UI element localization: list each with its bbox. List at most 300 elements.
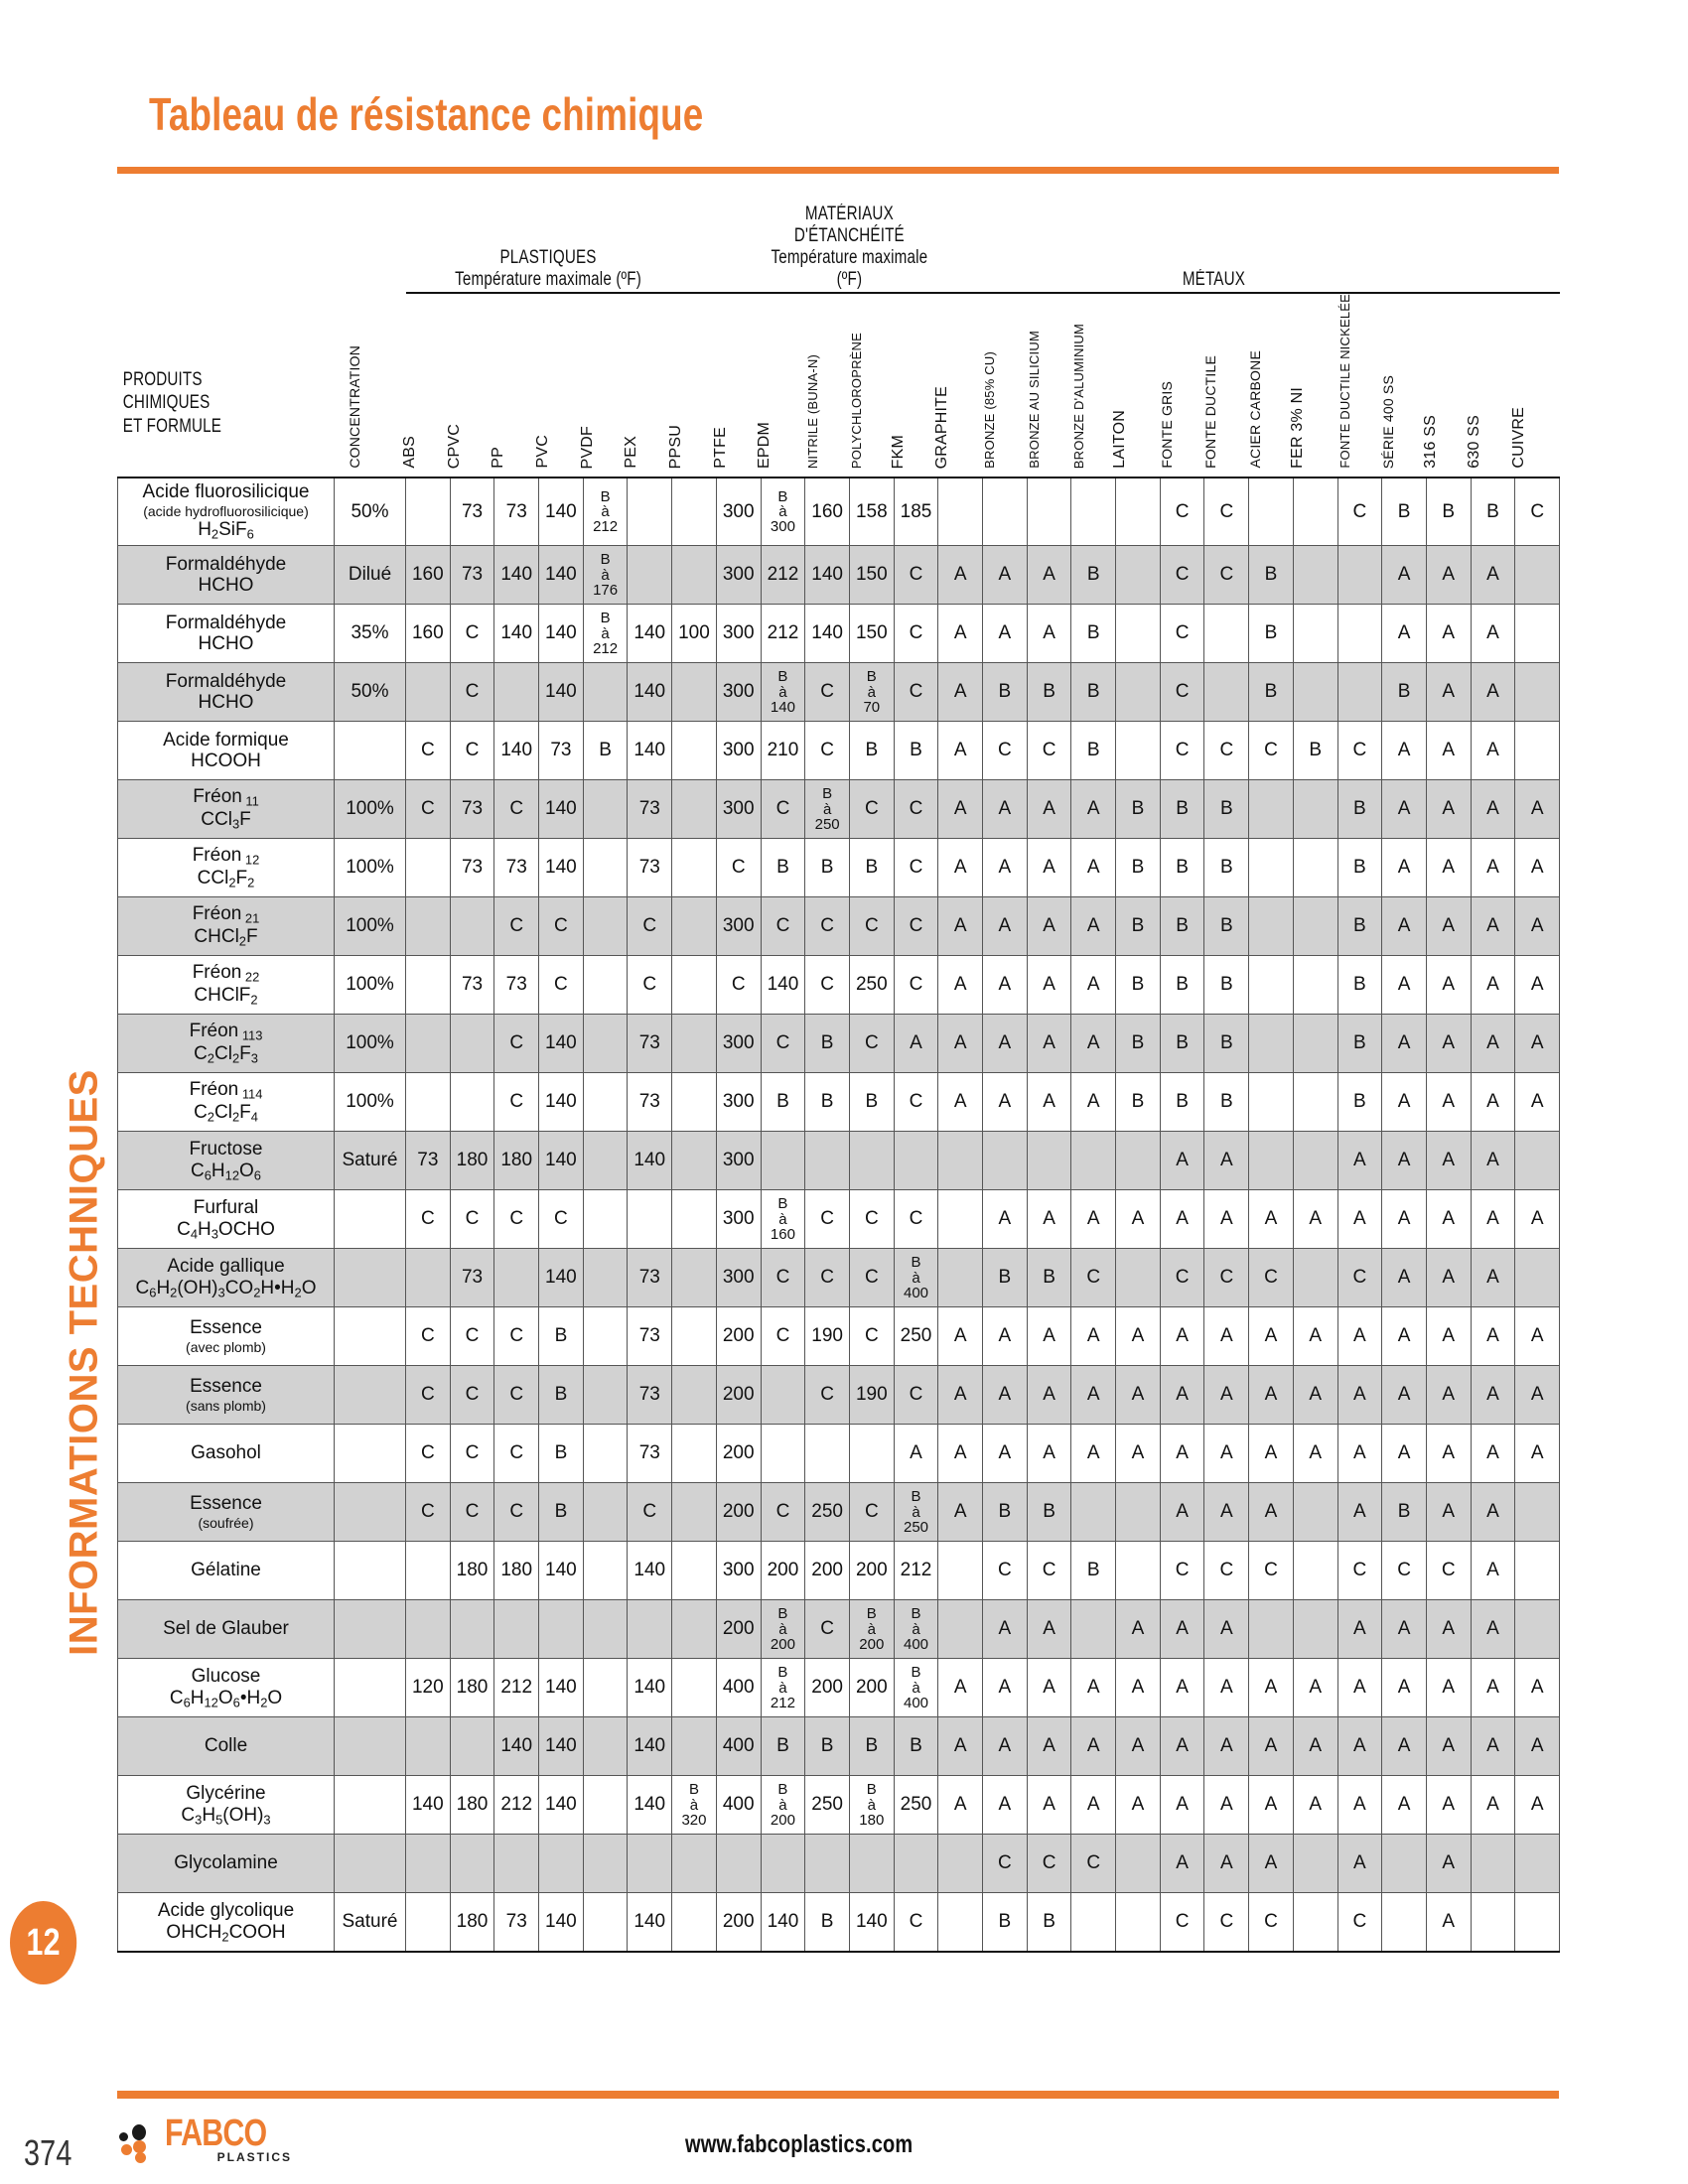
rating-cell: A [1426,956,1471,1015]
rating-cell: B [539,1307,584,1366]
rating-cell: A [1471,605,1515,663]
rating-cell: C [628,897,672,956]
rating-cell: C [1160,1893,1204,1953]
rating-cell: B [805,1717,850,1776]
rating-cell: 73 [494,956,539,1015]
rating-cell: A [1382,1776,1427,1835]
rating-cell [1515,663,1560,722]
rating-cell: A [938,780,983,839]
rating-cell [1293,1132,1337,1190]
rating-cell: C [1160,478,1204,546]
rating-cell: B [1204,780,1249,839]
column-header-label: BRONZE (85% CU) [982,351,998,469]
rating-cell: A [1426,1717,1471,1776]
concentration-cell: 35% [335,605,406,663]
rating-cell: A [1071,956,1116,1015]
concentration-cell: 100% [335,1015,406,1073]
fabco-logo-wordmark: FABCO [165,2113,267,2154]
rating-cell [672,1542,717,1600]
rating-cell: A [1515,1015,1560,1073]
rating-cell [583,1015,628,1073]
rating-cell: A [1071,1425,1116,1483]
rating-cell: 120 [406,1659,451,1717]
rating-cell: B [1249,663,1294,722]
rating-cell [849,1835,894,1893]
rating-cell: A [1515,1190,1560,1249]
rating-cell: A [1116,1600,1161,1659]
rating-cell: 250 [805,1483,850,1542]
rating-cell: C [1249,1542,1294,1600]
column-header-label: BRONZE D'ALUMINIUM [1070,323,1086,469]
rating-cell: A [1249,1659,1294,1717]
concentration-cell: Saturé [335,1893,406,1953]
chemical-name-cell [118,1249,335,1307]
chemical-name: Glycolamine [174,1852,278,1874]
rating-cell: 140 [539,1073,584,1132]
rating-cell: A [1160,1776,1204,1835]
rating-cell [1471,1893,1515,1953]
rating-cell [938,1132,983,1190]
chemical-formula: $CCl_2F_2$ [197,868,255,890]
rating-cell [583,663,628,722]
rating-cell: A [1249,1835,1294,1893]
rating-cell: 140 [539,605,584,663]
rating-cell: A [1027,1776,1071,1835]
rating-cell: A [983,605,1028,663]
rating-cell: B [1204,1073,1249,1132]
concentration-cell: 50% [335,663,406,722]
rating-cell: A [983,1717,1028,1776]
rating-cell: C [805,722,850,780]
concentration-cell: 100% [335,897,406,956]
rating-cell: B [849,1717,894,1776]
rating-cell: 212 [761,546,805,605]
rating-cell [583,1600,628,1659]
chemical-name-cell [118,1542,335,1600]
rating-cell [672,1717,717,1776]
column-header-label: ACIER CARBONE [1247,350,1264,469]
rating-cell [406,1835,451,1893]
rating-cell: A [938,546,983,605]
rating-cell: B à 300 [761,478,805,546]
rating-cell: 73 [628,780,672,839]
rating-cell: A [1471,839,1515,897]
row-header-caption: PRODUITS CHIMIQUES ET FORMULE [122,368,221,438]
rating-cell: A [1426,897,1471,956]
rating-cell [672,1307,717,1366]
rating-cell [1337,546,1382,605]
column-header-cuivre [1510,293,1560,478]
rating-cell: A [1471,1717,1515,1776]
rating-cell: A [1382,605,1427,663]
rating-cell: A [1071,897,1116,956]
rating-cell: A [1249,1366,1294,1425]
rating-cell: 400 [716,1776,761,1835]
rating-cell: C [849,780,894,839]
rating-cell [1116,722,1161,780]
rating-cell: B [1160,1015,1204,1073]
rating-cell [1293,839,1337,897]
rating-cell: A [1471,1307,1515,1366]
rating-cell [450,1717,494,1776]
rating-cell [1293,1073,1337,1132]
rating-cell: 73 [406,1132,451,1190]
rating-cell: A [1382,1190,1427,1249]
rating-cell: A [1071,1366,1116,1425]
chemical-name: Fructose [189,1138,263,1160]
table-row [118,1366,1560,1425]
rating-cell: B [1116,1015,1161,1073]
rating-cell: 180 [450,1659,494,1717]
chemical-name-cell [118,1366,335,1425]
rating-cell: C [1160,722,1204,780]
rating-cell [1515,1249,1560,1307]
rating-cell: 140 [628,1893,672,1953]
column-header-ppsu [666,293,717,478]
rating-cell [450,1835,494,1893]
chemical-name-cell [118,478,335,546]
table-row [118,1073,1560,1132]
rating-cell: A [1471,780,1515,839]
rating-cell: A [1426,722,1471,780]
chemical-formula: $C_4H_3OCHO$ [177,1218,275,1242]
rating-cell: 180 [494,1132,539,1190]
rating-cell: A [1204,1717,1249,1776]
rating-cell: A [1471,1776,1515,1835]
rating-cell: A [1204,1307,1249,1366]
rating-cell [628,546,672,605]
column-header-label: PTFE [711,427,729,469]
rating-cell: B [1116,780,1161,839]
chemical-name: Essence [190,1376,262,1398]
chemical-name: Acide formique [163,729,289,751]
rating-cell: 73 [450,546,494,605]
rating-cell [1249,1600,1294,1659]
rating-cell: A [1426,1132,1471,1190]
rating-cell: B [1204,956,1249,1015]
rating-cell: C [1337,1542,1382,1600]
rating-cell: C [1249,1893,1294,1953]
rating-cell: A [1515,1073,1560,1132]
rating-cell [672,1073,717,1132]
rating-cell: A [1471,1249,1515,1307]
rating-cell: A [938,663,983,722]
rating-cell: C [1160,1249,1204,1307]
chemical-name-cell [118,1015,335,1073]
column-header-cpvc [445,293,494,478]
rating-cell: C [805,1249,850,1307]
rating-cell: B [583,722,628,780]
column-header-label: PVC [533,435,551,469]
rating-cell [1204,605,1249,663]
rating-cell: A [1426,663,1471,722]
rating-cell: B [983,663,1028,722]
column-header-fonte-gris [1160,293,1204,478]
rating-cell: 180 [494,1542,539,1600]
concentration-cell: Dilué [335,546,406,605]
column-header-label: CONCENTRATION [346,345,362,469]
rating-cell [1471,1835,1515,1893]
rating-cell: A [938,1425,983,1483]
rating-cell: A [1160,1600,1204,1659]
rating-cell [1515,1600,1560,1659]
rating-cell: A [1382,722,1427,780]
chemical-name-cell [118,897,335,956]
rating-cell: B à 140 [761,663,805,722]
rating-cell: A [938,1366,983,1425]
rating-cell [849,1132,894,1190]
column-header-pex [623,293,672,478]
rating-cell: C [761,897,805,956]
column-header-pp [490,293,539,478]
rating-cell: C [1204,1249,1249,1307]
rating-cell [583,1307,628,1366]
chemical-name-cell [118,1659,335,1717]
rating-cell: C [983,1835,1028,1893]
rating-cell: A [1471,1542,1515,1600]
rating-cell: B à 250 [805,780,850,839]
rating-cell: C [894,839,938,897]
rating-cell: 140 [539,1776,584,1835]
rating-cell: B [805,839,850,897]
rating-cell [672,546,717,605]
rating-cell: C [539,1190,584,1249]
rating-cell: 300 [716,1542,761,1600]
rating-cell [672,1366,717,1425]
column-header-bronze-au-silicium [1027,293,1071,478]
chemical-name-cell [118,1073,335,1132]
rating-cell [494,1249,539,1307]
rating-cell [1293,1015,1337,1073]
rating-cell: C [894,897,938,956]
rating-cell: B à 200 [761,1776,805,1835]
rating-cell [450,1600,494,1659]
rating-cell: C [1204,1542,1249,1600]
rating-cell: A [1337,1366,1382,1425]
rating-cell: A [1337,1776,1382,1835]
rating-cell [1249,1073,1294,1132]
rating-cell: C [628,956,672,1015]
chemical-name-cell [118,956,335,1015]
rating-cell: A [938,839,983,897]
rating-cell: B à 200 [761,1600,805,1659]
rating-cell: 158 [849,478,894,546]
rating-cell: A [983,1366,1028,1425]
column-header-label: BRONZE AU SILICIUM [1027,331,1043,469]
column-header-label: GRAPHITE [933,385,951,469]
rating-cell: C [494,1015,539,1073]
chemical-formula: $C_3H_5(OH)_3$ [181,1804,271,1828]
rating-cell: A [1160,1659,1204,1717]
rating-cell: A [1382,1425,1427,1483]
column-header-label: NITRILE (BUNA-N) [804,353,820,469]
rating-cell: B à 176 [583,546,628,605]
rating-cell: A [1471,1600,1515,1659]
rating-cell: C [450,1366,494,1425]
chemical-formula: HCHO [198,633,254,655]
rating-cell: C [894,546,938,605]
rating-cell: 150 [849,605,894,663]
rating-cell: 190 [805,1307,850,1366]
rating-cell: 73 [628,1015,672,1073]
rating-cell: 250 [849,956,894,1015]
rating-cell: A [1027,1600,1071,1659]
rating-cell: A [1027,780,1071,839]
rating-cell: 250 [894,1776,938,1835]
rating-cell: 140 [539,780,584,839]
rating-cell: C [1071,1835,1116,1893]
rating-cell [539,1600,584,1659]
rating-cell: A [1027,1366,1071,1425]
rating-cell: B [1204,839,1249,897]
chemical-name: Fréon $_{12}$ [192,844,260,868]
column-header-label: PP [490,447,507,469]
column-header-label: FONTE DUCTILE NICKELÉE [1336,294,1352,469]
rating-cell [983,1132,1028,1190]
rating-cell [672,1483,717,1542]
table-row [118,1835,1560,1893]
rating-cell: A [1160,1835,1204,1893]
rating-cell [583,1542,628,1600]
chemical-name-cell [118,1776,335,1835]
rating-cell [1293,1600,1337,1659]
rating-cell [1293,1835,1337,1893]
rating-cell [672,956,717,1015]
column-header-fer-3-ni [1288,293,1337,478]
rating-cell: A [983,1307,1028,1366]
rating-cell: B [1071,546,1116,605]
rating-cell: A [983,897,1028,956]
rating-cell: A [894,1425,938,1483]
rating-cell [1515,1893,1560,1953]
rating-cell: A [1426,1073,1471,1132]
rating-cell: A [1426,1425,1471,1483]
rating-cell: C [894,1073,938,1132]
rating-cell: A [938,956,983,1015]
column-header-nitrile-buna-n [805,293,850,478]
rating-cell: C [1027,1542,1071,1600]
rating-cell: A [938,1483,983,1542]
rating-cell [1116,1132,1161,1190]
rating-cell [583,897,628,956]
rating-cell: A [1426,1776,1471,1835]
rating-cell: A [1337,1483,1382,1542]
concentration-cell [335,1190,406,1249]
rating-cell: C [894,663,938,722]
rating-cell [450,1015,494,1073]
rating-cell [1116,605,1161,663]
rating-cell: B à 180 [849,1776,894,1835]
rating-cell: A [1204,1659,1249,1717]
concentration-cell: 100% [335,839,406,897]
rating-cell [406,663,451,722]
rating-cell: 140 [539,1249,584,1307]
rating-cell: 185 [894,478,938,546]
rating-cell [583,839,628,897]
rating-cell [1515,546,1560,605]
chemical-name-cell [118,1717,335,1776]
rating-cell: C [894,1190,938,1249]
fabco-logo-tagline: PLASTICS [216,2150,292,2165]
chemical-name: Fréon $_{21}$ [192,902,260,926]
title-divider [117,167,1559,174]
rating-cell: A [1426,1190,1471,1249]
rating-cell: C [849,1249,894,1307]
rating-cell: B [1071,1542,1116,1600]
table-row [118,1132,1560,1190]
rating-cell [672,1659,717,1717]
rating-cell: A [983,1659,1028,1717]
rating-cell: B [1160,780,1204,839]
table-row [118,722,1560,780]
chemical-resistance-table-wrapper [117,204,1559,1953]
rating-cell: 73 [539,722,584,780]
rating-cell: A [1116,1307,1161,1366]
rating-cell: 300 [716,478,761,546]
rating-cell [406,1249,451,1307]
rating-cell: 200 [716,1425,761,1483]
concentration-cell [335,722,406,780]
rating-cell [1071,1483,1116,1542]
rating-cell: C [406,1425,451,1483]
rating-cell: A [1471,956,1515,1015]
chemical-name-cell [118,1190,335,1249]
rating-cell: A [1471,1073,1515,1132]
rating-cell: A [1337,1425,1382,1483]
rating-cell: A [1027,839,1071,897]
rating-cell: A [1471,1190,1515,1249]
rating-cell: A [1471,663,1515,722]
rating-cell: A [1071,1073,1116,1132]
rating-cell: B [1382,1483,1427,1542]
rating-cell: A [1382,1717,1427,1776]
concentration-cell: 100% [335,956,406,1015]
rating-cell: A [938,1776,983,1835]
rating-cell: B [1382,478,1427,546]
rating-cell: 400 [716,1717,761,1776]
rating-cell: B [805,1893,850,1953]
table-row [118,897,1560,956]
rating-cell [761,1425,805,1483]
rating-cell [583,1835,628,1893]
rating-cell: C [716,839,761,897]
rating-cell: A [1071,1717,1116,1776]
rating-cell: 150 [849,546,894,605]
rating-cell: 140 [539,1015,584,1073]
rating-cell: B [1071,605,1116,663]
rating-cell [1293,1249,1337,1307]
rating-cell: 73 [450,780,494,839]
rating-cell: 210 [761,722,805,780]
rating-cell: A [1293,1366,1337,1425]
rating-cell: A [1382,1073,1427,1132]
rating-cell: A [1027,1425,1071,1483]
chemical-name-cell [118,1483,335,1542]
rating-cell: 140 [539,663,584,722]
rating-cell: A [938,605,983,663]
rating-cell: A [983,839,1028,897]
chemical-name-cell [118,605,335,663]
rating-cell: 73 [628,1366,672,1425]
rating-cell: A [1426,1307,1471,1366]
sidebar-section-label: INFORMATIONS TECHNIQUES [62,1069,106,1656]
rating-cell [450,897,494,956]
rating-cell: A [1382,1659,1427,1717]
rating-cell [1116,663,1161,722]
rating-cell: 180 [450,1893,494,1953]
rating-cell [1293,956,1337,1015]
footer-divider [117,2091,1559,2099]
